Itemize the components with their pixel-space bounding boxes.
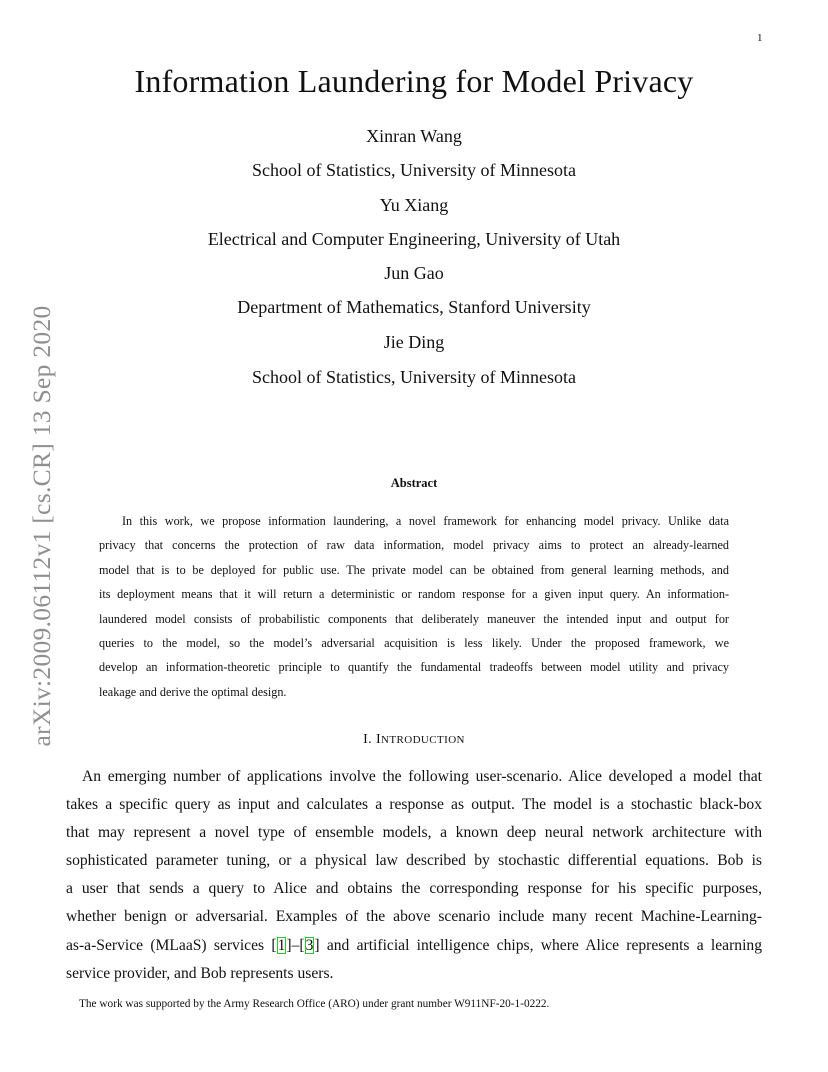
author-affiliation: Department of Mathematics, Stanford University <box>237 297 591 317</box>
intro-line: takes a specific query as input and calculates a response as output. The model is a stochastic black-box <box>66 796 762 814</box>
section-title-initial: I <box>375 732 382 747</box>
author-affiliation: School of Statistics, University of Minnesota <box>252 160 576 180</box>
abstract-line: develop an information-theoretic principle to quantify the fundamental tradeoffs between model utility and privacy <box>99 660 729 675</box>
abstract-body <box>99 509 729 704</box>
section-title-rest: NTRODUCTION <box>381 734 465 746</box>
intro-text: and artificial intelligence chips, where Alice represents a learning <box>319 936 762 954</box>
section-heading <box>0 732 828 748</box>
abstract-line: model that is to be deployed for public use. The private model can be obtained from general learning methods, and <box>99 562 729 577</box>
abstract-line: queries to the model, so the model’s adversarial acquisition is less likely. Under the proposed framework, we <box>99 636 729 651</box>
abstract-line: In this work, we propose information laundering, a novel framework for enhancing model privacy. Unlike data <box>122 514 729 528</box>
author-name: Jun Gao <box>384 263 444 283</box>
intro-paragraph <box>66 763 762 988</box>
author-affiliation: Electrical and Computer Engineering, University of Utah <box>207 229 621 249</box>
author-name: Yu Xiang <box>379 195 449 215</box>
citation-link[interactable]: 1 <box>277 936 286 954</box>
abstract-heading: Abstract <box>390 476 438 490</box>
page-number: 1 <box>757 32 763 44</box>
paper-title: Information Laundering for Model Privacy <box>134 63 694 99</box>
abstract-line: laundered model consists of probabilistic components that deliberately maneuver the intended input and output for <box>99 611 729 626</box>
abstract-line: privacy that concerns the protection of raw data information, model privacy aims to protect an already-learned <box>99 538 729 553</box>
intro-line-with-citations: as-a-Service (MLaaS) services [1]–[3] and artificial intelligence chips, where Alice represents a learning <box>66 936 762 954</box>
intro-text: as-a-Service (MLaaS) services <box>66 936 272 954</box>
abstract-line: its deployment means that it will return a deterministic or random response for a given input query. An information- <box>99 587 729 602</box>
citation-range-dash: – <box>291 936 300 954</box>
author-name: Xinran Wang <box>366 126 462 146</box>
citation-link[interactable]: 3 <box>305 936 314 954</box>
intro-line: An emerging number of applications involve the following user-scenario. Alice developed a model that <box>82 768 762 785</box>
abstract-line: leakage and derive the optimal design. <box>99 684 287 699</box>
intro-line: a user that sends a query to Alice and obtains the corresponding response for his specific purposes, <box>66 880 762 898</box>
intro-line: that may represent a novel type of ensemble models, a known deep neural network architecture with <box>66 824 762 842</box>
author-affiliation: School of Statistics, University of Minnesota <box>252 367 576 387</box>
intro-line: service provider, and Bob represents users. <box>66 964 334 982</box>
section-number: I. <box>363 732 373 747</box>
arxiv-stamp: arXiv:2009.06112v1 [cs.CR] 13 Sep 2020 <box>27 305 56 747</box>
intro-line: whether benign or adversarial. Examples of the above scenario include many recent Machine-Learning- <box>66 908 762 926</box>
intro-line: sophisticated parameter tuning, or a physical law described by stochastic differential equations. Bob is <box>66 852 762 870</box>
author-name: Jie Ding <box>383 332 445 352</box>
funding-footnote: The work was supported by the Army Research Office (ARO) under grant number W911NF-20-1-0222. <box>79 998 550 1010</box>
